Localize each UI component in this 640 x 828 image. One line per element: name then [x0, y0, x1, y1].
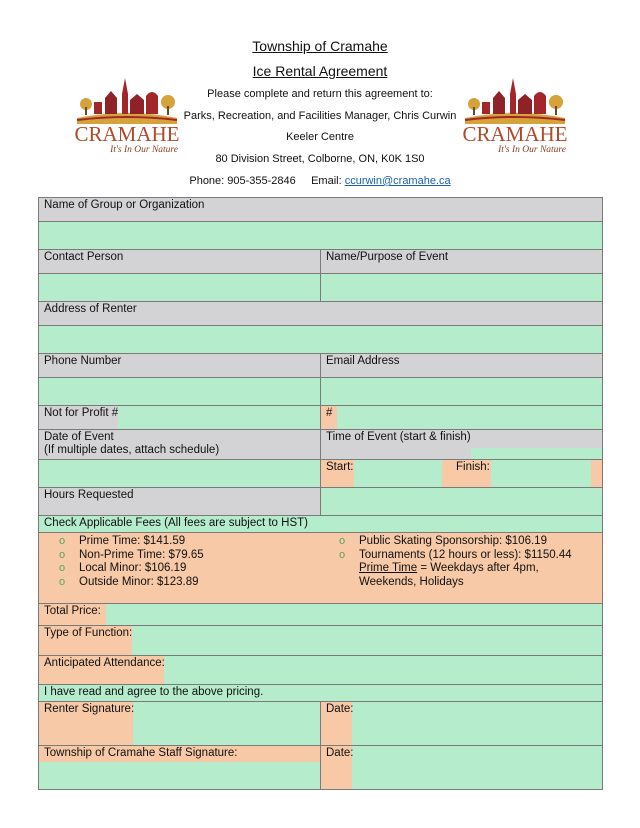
checkbox-circle-icon[interactable]: o	[59, 548, 66, 561]
total-input[interactable]	[106, 604, 602, 625]
date-label-cell	[38, 429, 321, 460]
page-title: Township of Cramahe	[252, 38, 388, 54]
checkbox-circle-icon[interactable]: o	[339, 548, 346, 561]
checkbox-circle-icon[interactable]: o	[59, 575, 66, 588]
venue-text: Keeler Centre	[286, 131, 354, 143]
nfp-cell	[38, 405, 321, 430]
fee-option-outside-minor[interactable]: o Outside Minor: $123.89	[59, 575, 199, 588]
date-input[interactable]	[38, 459, 321, 488]
logo-tagline: It's In Our Nature	[110, 145, 178, 155]
function-cell	[38, 625, 603, 656]
finish-input[interactable]	[491, 460, 591, 487]
date2-cell	[320, 745, 603, 790]
date1-input[interactable]	[352, 702, 602, 745]
address-label: Address of Renter	[38, 301, 603, 326]
phone-label: Phone Number	[38, 353, 321, 378]
agreement-text: I have read and agree to the above pricing.	[38, 684, 603, 702]
finish-label: Finish:	[456, 461, 490, 473]
nfp-label: Not for Profit #	[44, 407, 119, 419]
date1-label: Date:	[326, 703, 354, 715]
recipient-text: Parks, Recreation, and Facilities Manager, Chris Curwin	[183, 110, 457, 122]
hours-input[interactable]	[320, 487, 603, 516]
event-name-label: Name/Purpose of Event	[320, 249, 603, 274]
village-skyline-icon	[72, 74, 182, 124]
fee-option-local-minor[interactable]: o Local Minor: $106.19	[59, 562, 187, 574]
function-input[interactable]	[132, 626, 602, 655]
renter-signature-label: Renter Signature:	[44, 703, 135, 715]
total-label: Total Price:	[44, 605, 101, 617]
logo-wordmark: CRAMAHE	[74, 122, 180, 146]
start-input[interactable]	[354, 460, 442, 487]
checkbox-circle-icon[interactable]: o	[59, 562, 66, 574]
fees-box	[38, 532, 603, 604]
date2-input[interactable]	[352, 746, 602, 789]
date1-cell	[320, 701, 603, 746]
renter-signature-cell	[38, 701, 321, 746]
contact-person-input[interactable]	[38, 273, 321, 302]
date-label: Date of Event	[44, 431, 114, 443]
fee-option-prime[interactable]: o Prime Time: $141.59	[59, 535, 186, 547]
village-skyline-icon	[460, 74, 570, 124]
email-link[interactable]: ccurwin@cramahe.ca	[344, 175, 451, 187]
phone-text: Phone: 905-355-2846	[189, 175, 296, 187]
time-label-cell	[320, 429, 603, 460]
hash-cell	[320, 405, 603, 430]
logo-tagline: It's In Our Nature	[498, 145, 566, 155]
prime-time-definition-cont: Weekends, Holidays	[359, 575, 464, 588]
instruction-text: Please complete and return this agreement to:	[207, 88, 433, 100]
group-input[interactable]	[38, 221, 603, 250]
date-note: (If multiple dates, attach schedule)	[44, 444, 220, 456]
email-input[interactable]	[320, 377, 603, 406]
fee-option-non-prime[interactable]: o Non-Prime Time: $79.65	[59, 548, 204, 561]
staff-signature-label: Township of Cramahe Staff Signature:	[44, 747, 238, 759]
staff-signature-input[interactable]	[39, 762, 320, 789]
function-label: Type of Function:	[44, 627, 133, 639]
prime-time-definition: Prime Time = Weekdays after 4pm,	[359, 562, 539, 574]
fee-option-skating[interactable]: o Public Skating Sponsorship: $106.19	[339, 535, 547, 547]
event-name-input[interactable]	[320, 273, 603, 302]
page-subtitle: Ice Rental Agreement	[252, 63, 388, 79]
address-input[interactable]	[38, 325, 603, 354]
checkbox-circle-icon[interactable]: o	[339, 535, 346, 547]
renter-signature-input[interactable]	[133, 702, 320, 745]
time-cell	[320, 459, 603, 488]
fees-right-list	[339, 535, 572, 589]
contact-person-label: Contact Person	[38, 249, 321, 274]
logo-wordmark: CRAMAHE	[462, 122, 568, 146]
staff-signature-cell	[38, 745, 321, 790]
fees-label: Check Applicable Fees (All fees are subject to HST)	[38, 515, 603, 533]
cramahe-logo-right	[460, 74, 570, 164]
total-cell	[38, 603, 603, 626]
group-label: Name of Group or Organization	[38, 197, 603, 222]
time-label-fill	[471, 448, 602, 459]
time-label: Time of Event (start & finish)	[326, 431, 471, 443]
address-text: 80 Division Street, Colborne, ON, K0K 1S0	[215, 153, 425, 165]
fees-left-list	[59, 535, 204, 589]
attendance-label: Anticipated Attendance:	[44, 657, 165, 669]
contact-line	[180, 175, 460, 187]
attendance-cell	[38, 655, 603, 685]
date2-label: Date:	[326, 747, 354, 759]
email-label: Email:	[311, 175, 342, 187]
attendance-input[interactable]	[164, 656, 602, 684]
hash-label: #	[326, 407, 333, 419]
phone-input[interactable]	[38, 377, 321, 406]
fee-option-tournaments[interactable]: o Tournaments (12 hours or less): $1150.44	[339, 548, 572, 561]
hash-input[interactable]	[337, 406, 602, 429]
nfp-input[interactable]	[118, 406, 320, 429]
email-address-label: Email Address	[320, 353, 603, 378]
cramahe-logo-left	[72, 74, 182, 164]
start-label: Start:	[326, 461, 354, 473]
hours-label: Hours Requested	[38, 487, 321, 516]
checkbox-circle-icon[interactable]: o	[59, 535, 66, 547]
